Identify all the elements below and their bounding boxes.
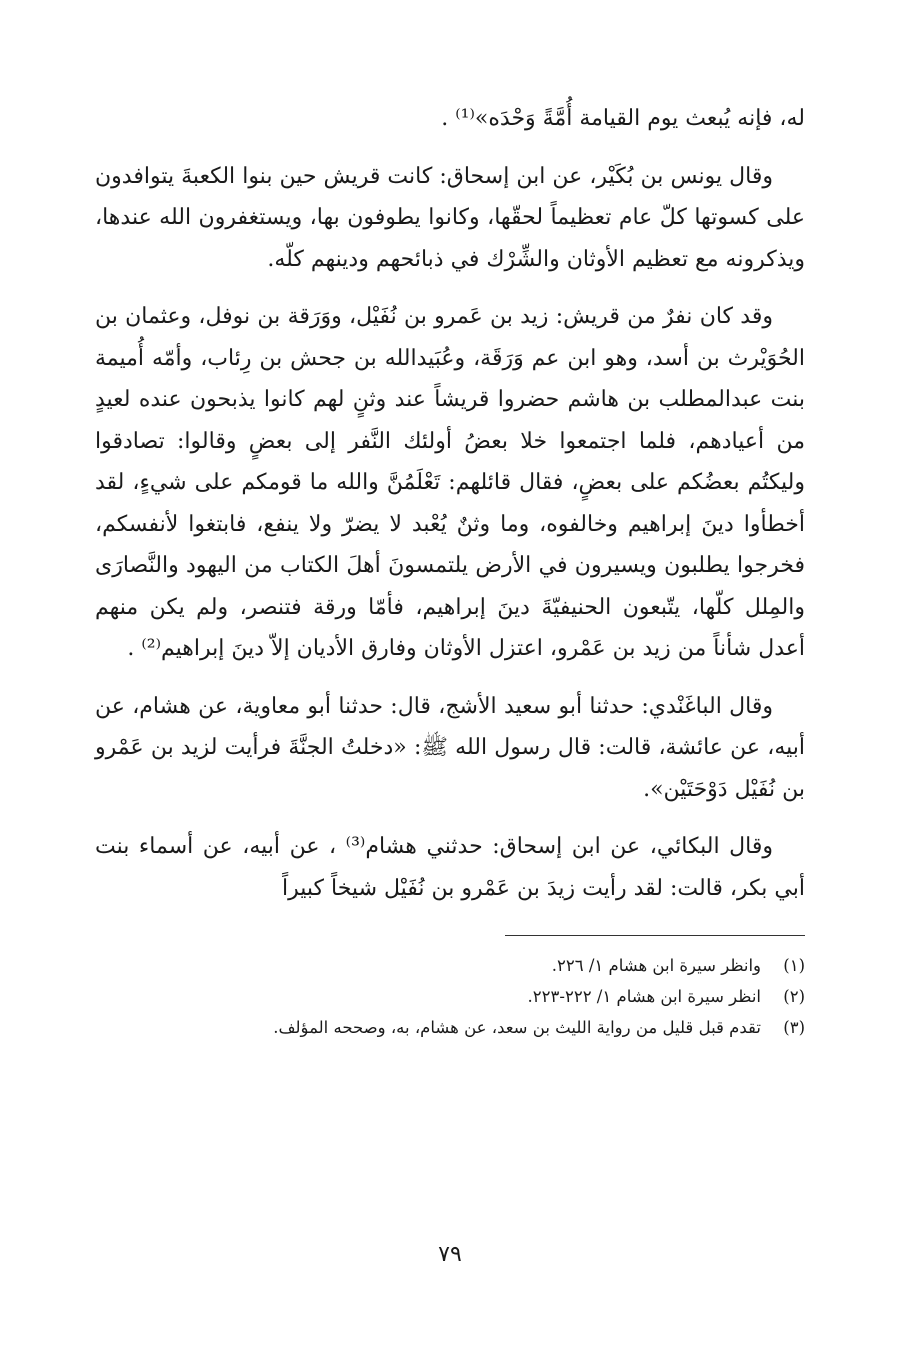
footnotes-list bbox=[95, 950, 805, 1043]
paragraph-3: وقد كان نفرٌ من قريش: زيد بن عَمرو بن نُفَيْل، ووَرَقة بن نوفل، وعثمان بن الحُوَيْرث بن أسد، وهو ابن عم وَرَقَة، وعُبَيدالله بن جحش بن رِئاب، وأمّه أُميمة بنت عبدالمطلب بن هاشم حضروا قريشاً عند وثنٍ لهم كانوا يذبحون عنده لعيدٍ من أعيادهم، فلما اجتمعوا خلا بعضُ أولئك النَّفر إلى بعضٍ وقالوا: تصادقوا وليكتُم بعضُكم على بعضٍ، فقال قائلهم: تَعْلَمُنَّ والله ما قومكم على شيءٍ، لقد أخطأوا دينَ إبراهيم وخالفوه، وما وثنٌ يُعْبد لا يضرّ ولا ينفع، فابتغوا لأنفسكم، فخرجوا يطلبون ويسيرون في الأرض يلتمسونَ أهلَ الكتاب من اليهود والنَّصارَى والمِلل كلّها، يتّبعون الحنيفيّةَ دينَ إبراهيم، فأمّا ورقة فتنصر، ولم يكن منهم أعدل شأناً من زيد بن عَمْرو، اعتزل الأوثان وفارق الأديان إلاّ دينَ إبراهيم⁽²⁾ . bbox=[95, 304, 805, 661]
footnote-number: (٢) bbox=[783, 987, 805, 1006]
footnote-2 bbox=[95, 981, 805, 1012]
footnote-number: (١) bbox=[783, 956, 805, 975]
paragraph-2: وقال يونس بن بُكَيْر، عن ابن إسحاق: كانت قريش حين بنوا الكعبةَ يتوافدون على كسوتها كلّ عام تعظيماً لحقّها، وكانوا يطوفون بها، ويستغفرون الله عندها، ويذكرونه مع تعظيم الأوثان والشِّرْك في ذبائحهم ودينهم كلّه. bbox=[95, 163, 805, 272]
footnote-divider bbox=[505, 935, 805, 936]
paragraph-1: له، فإنه يُبعث يوم القيامة أُمَّةً وَحْدَه»⁽¹⁾ . bbox=[441, 106, 805, 131]
footnote-text: وانظر سيرة ابن هشام ١/ ٢٢٦. bbox=[551, 956, 761, 975]
footnote-text: انظر سيرة ابن هشام ١/ ٢٢٢-٢٢٣. bbox=[527, 987, 761, 1006]
footnote-1 bbox=[95, 950, 805, 981]
paragraph-4: وقال الباغَنْدي: حدثنا أبو سعيد الأشج، قال: حدثنا أبو معاوية، عن هشام، عن أبيه، عن عائشة، قالت: قال رسول الله ﷺ: «دخلتُ الجنَّةَ فرأيت لزيد بن عَمْرو بن نُفَيْل دَوْحَتَيْن». bbox=[95, 693, 805, 802]
footnote-text: تقدم قبل قليل من رواية الليث بن سعد، عن هشام، به، وصححه المؤلف. bbox=[273, 1018, 761, 1037]
footnote-3 bbox=[95, 1012, 805, 1043]
main-text bbox=[95, 98, 805, 909]
footnote-number: (٣) bbox=[783, 1018, 805, 1037]
paragraph-5: وقال البكائي، عن ابن إسحاق: حدثني هشام⁽³⁾ ، عن أبيه، عن أسماء بنت أبي بكر، قالت: لقد رأيت زيدَ بن عَمْرو بن نُفَيْل شيخاً كبيراً bbox=[95, 834, 805, 901]
page-number: ٧٩ bbox=[438, 1242, 462, 1267]
